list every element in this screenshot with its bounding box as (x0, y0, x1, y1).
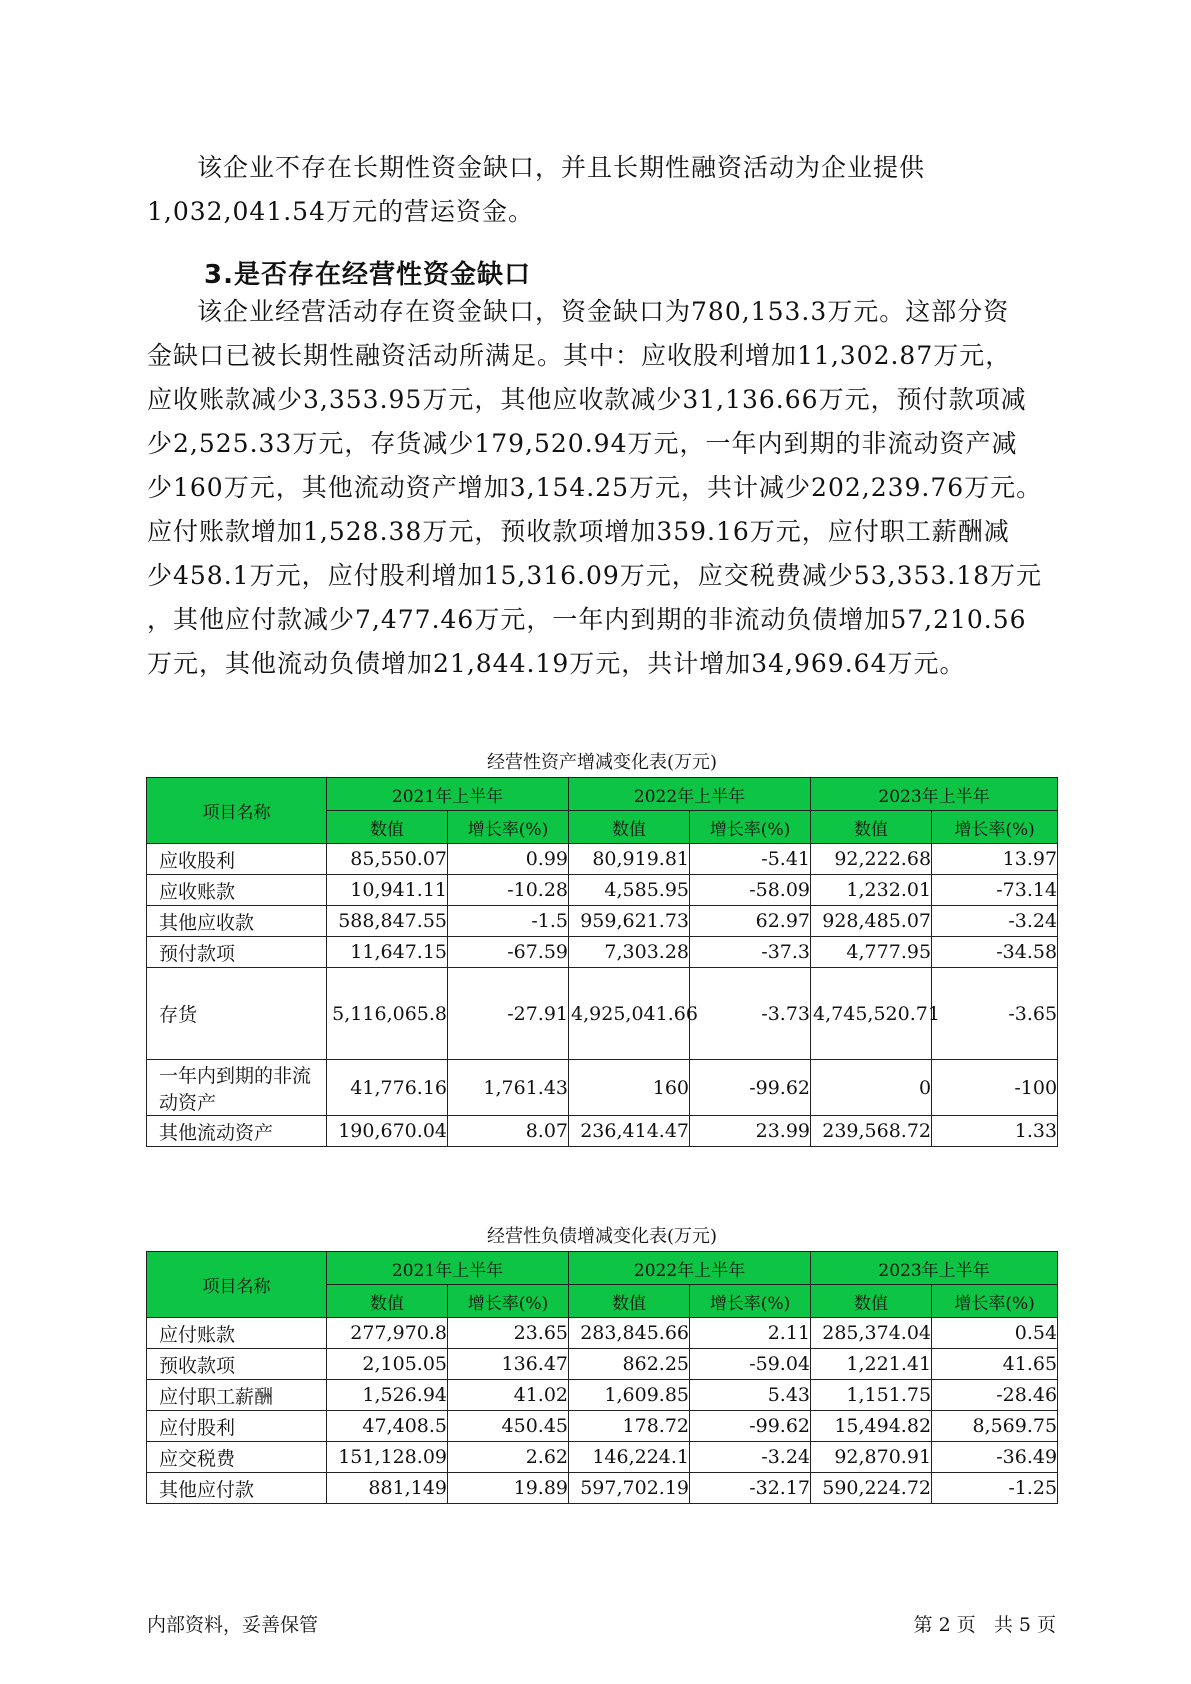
text-line: ，其他应付款减少7,477.46万元，一年内到期的非流动负债增加57,210.56 (147, 605, 1027, 634)
header-growth: 增长率(%) (690, 811, 811, 844)
cell-value: 1,232.01 (811, 875, 932, 906)
text-line: 应付账款增加1,528.38万元，预收款项增加359.16万元，应付职工薪酬减 (147, 517, 1010, 546)
row-item-name: 其他流动资产 (147, 1116, 327, 1147)
cell-growth-rate: -28.46 (932, 1380, 1058, 1411)
liabilities-table-caption: 经营性负债增减变化表(万元) (486, 1226, 718, 1247)
cell-growth-rate: 13.97 (932, 844, 1058, 875)
table-row (147, 1116, 1058, 1147)
cell-value: 590,224.72 (811, 1473, 932, 1504)
row-item-name: 其他应付款 (147, 1473, 327, 1504)
row-item-name: 应收股利 (147, 844, 327, 875)
header-period: 2021年上半年 (327, 1252, 569, 1285)
cell-value: 92,870.91 (811, 1442, 932, 1473)
row-item-name: 一年内到期的非流动资产 (147, 1060, 327, 1116)
header-period: 2023年上半年 (811, 1252, 1058, 1285)
cell-growth-rate: 1.33 (932, 1116, 1058, 1147)
text-line: 该企业经营活动存在资金缺口，资金缺口为780,153.3万元。这部分资 (197, 297, 1010, 326)
cell-value: 15,494.82 (811, 1411, 932, 1442)
cell-value: 85,550.07 (327, 844, 448, 875)
paragraph-operating-gap (147, 290, 1057, 686)
liabilities-change-table (146, 1251, 1058, 1504)
paragraph-long-term-gap (147, 146, 1057, 234)
header-value: 数值 (811, 811, 932, 844)
header-growth: 增长率(%) (690, 1285, 811, 1318)
cell-value: 5,116,065.8 (327, 968, 448, 1060)
row-item-name: 应交税费 (147, 1442, 327, 1473)
cell-value: 178.72 (569, 1411, 690, 1442)
cell-value: 1,526.94 (327, 1380, 448, 1411)
row-item-name: 应付职工薪酬 (147, 1380, 327, 1411)
cell-value: 160 (569, 1060, 690, 1116)
table-row (147, 937, 1058, 968)
header-value: 数值 (811, 1285, 932, 1318)
cell-value: 10,941.11 (327, 875, 448, 906)
cell-growth-rate: 19.89 (448, 1473, 569, 1504)
cell-growth-rate: 23.65 (448, 1318, 569, 1349)
table-row (147, 1473, 1058, 1504)
header-value: 数值 (327, 1285, 448, 1318)
cell-value: 2,105.05 (327, 1349, 448, 1380)
cell-growth-rate: 1,761.43 (448, 1060, 569, 1116)
cell-growth-rate: 62.97 (690, 906, 811, 937)
assets-change-table (146, 777, 1058, 1147)
table-row (147, 1411, 1058, 1442)
table-row (147, 968, 1058, 1060)
text-line: 万元，其他流动负债增加21,844.19万元，共计增加34,969.64万元。 (147, 649, 966, 678)
cell-value: 1,151.75 (811, 1380, 932, 1411)
cell-value: 588,847.55 (327, 906, 448, 937)
cell-value: 4,585.95 (569, 875, 690, 906)
cell-growth-rate: -73.14 (932, 875, 1058, 906)
cell-value: 146,224.1 (569, 1442, 690, 1473)
cell-value: 0 (811, 1060, 932, 1116)
cell-growth-rate: -34.58 (932, 937, 1058, 968)
table-row (147, 1380, 1058, 1411)
footer-page-number: 第 2 页 共 5 页 (913, 1614, 1056, 1636)
cell-value: 283,845.66 (569, 1318, 690, 1349)
header-period: 2023年上半年 (811, 778, 1058, 811)
cell-growth-rate: -100 (932, 1060, 1058, 1116)
table-row (147, 1060, 1058, 1116)
cell-growth-rate: 23.99 (690, 1116, 811, 1147)
cell-value: 47,408.5 (327, 1411, 448, 1442)
cell-growth-rate: 0.99 (448, 844, 569, 875)
cell-growth-rate: 5.43 (690, 1380, 811, 1411)
row-item-name: 其他应收款 (147, 906, 327, 937)
cell-growth-rate: -27.91 (448, 968, 569, 1060)
header-value: 数值 (327, 811, 448, 844)
cell-value: 1,609.85 (569, 1380, 690, 1411)
cell-growth-rate: -10.28 (448, 875, 569, 906)
header-period: 2022年上半年 (569, 778, 811, 811)
header-value: 数值 (569, 811, 690, 844)
cell-value: 80,919.81 (569, 844, 690, 875)
table-row (147, 1349, 1058, 1380)
cell-value: 7,303.28 (569, 937, 690, 968)
header-value: 数值 (569, 1285, 690, 1318)
cell-value: 928,485.07 (811, 906, 932, 937)
cell-value: 862.25 (569, 1349, 690, 1380)
text-line: 该企业不存在长期性资金缺口，并且长期性融资活动为企业提供 (197, 153, 926, 182)
cell-growth-rate: 8.07 (448, 1116, 569, 1147)
cell-value: 285,374.04 (811, 1318, 932, 1349)
text-line: 1,032,041.54万元的营运资金。 (147, 197, 534, 226)
cell-growth-rate: -3.24 (690, 1442, 811, 1473)
cell-value: 92,222.68 (811, 844, 932, 875)
cell-growth-rate: -5.41 (690, 844, 811, 875)
header-growth: 增长率(%) (448, 811, 569, 844)
cell-value: 239,568.72 (811, 1116, 932, 1147)
table-row (147, 875, 1058, 906)
cell-value: 959,621.73 (569, 906, 690, 937)
header-growth: 增长率(%) (932, 811, 1058, 844)
cell-value: 4,925,041.66 (569, 968, 690, 1060)
row-item-name: 应付账款 (147, 1318, 327, 1349)
cell-growth-rate: -32.17 (690, 1473, 811, 1504)
cell-value: 151,128.09 (327, 1442, 448, 1473)
cell-value: 597,702.19 (569, 1473, 690, 1504)
cell-growth-rate: -1.5 (448, 906, 569, 937)
cell-growth-rate: -3.73 (690, 968, 811, 1060)
cell-growth-rate: 2.11 (690, 1318, 811, 1349)
cell-growth-rate: -99.62 (690, 1060, 811, 1116)
row-item-name: 预收款项 (147, 1349, 327, 1380)
cell-growth-rate: 41.02 (448, 1380, 569, 1411)
text-line: 应收账款减少3,353.95万元，其他应收款减少31,136.66万元，预付款项减 (147, 385, 1027, 414)
cell-value: 277,970.8 (327, 1318, 448, 1349)
liabilities-table-body (147, 1318, 1058, 1504)
cell-value: 190,670.04 (327, 1116, 448, 1147)
cell-growth-rate: 41.65 (932, 1349, 1058, 1380)
header-growth: 增长率(%) (448, 1285, 569, 1318)
cell-value: 236,414.47 (569, 1116, 690, 1147)
cell-value: 881,149 (327, 1473, 448, 1504)
cell-growth-rate: 0.54 (932, 1318, 1058, 1349)
cell-growth-rate: -36.49 (932, 1442, 1058, 1473)
text-line: 少458.1万元，应付股利增加15,316.09万元，应交税费减少53,353.18万元 (147, 561, 1043, 590)
cell-value: 4,745,520.71 (811, 968, 932, 1060)
cell-growth-rate: -3.65 (932, 968, 1058, 1060)
text-line: 少160万元，其他流动资产增加3,154.25万元，共计减少202,239.76万元。 (147, 473, 1043, 502)
table-row (147, 1442, 1058, 1473)
row-item-name: 应收账款 (147, 875, 327, 906)
row-item-name: 预付款项 (147, 937, 327, 968)
text-line: 金缺口已被长期性融资活动所满足。其中：应收股利增加11,302.87万元， (147, 341, 1012, 370)
row-item-name: 应付股利 (147, 1411, 327, 1442)
header-period: 2022年上半年 (569, 1252, 811, 1285)
header-item-name: 项目名称 (147, 1252, 327, 1318)
header-period: 2021年上半年 (327, 778, 569, 811)
cell-value: 11,647.15 (327, 937, 448, 968)
assets-table-body (147, 844, 1058, 1147)
cell-value: 41,776.16 (327, 1060, 448, 1116)
cell-growth-rate: -67.59 (448, 937, 569, 968)
cell-growth-rate: -1.25 (932, 1473, 1058, 1504)
row-item-name: 存货 (147, 968, 327, 1060)
header-growth: 增长率(%) (932, 1285, 1058, 1318)
table-row (147, 844, 1058, 875)
cell-growth-rate: -59.04 (690, 1349, 811, 1380)
table-row (147, 1318, 1058, 1349)
table-row (147, 906, 1058, 937)
cell-growth-rate: -99.62 (690, 1411, 811, 1442)
cell-growth-rate: 136.47 (448, 1349, 569, 1380)
cell-growth-rate: 8,569.75 (932, 1411, 1058, 1442)
cell-growth-rate: 450.45 (448, 1411, 569, 1442)
text-line: 少2,525.33万元，存货减少179,520.94万元，一年内到期的非流动资产减 (147, 429, 1018, 458)
section-heading: 3.是否存在经营性资金缺口 (204, 260, 531, 290)
cell-value: 4,777.95 (811, 937, 932, 968)
cell-growth-rate: -3.24 (932, 906, 1058, 937)
cell-value: 1,221.41 (811, 1349, 932, 1380)
assets-table-caption: 经营性资产增减变化表(万元) (486, 752, 718, 773)
cell-growth-rate: -37.3 (690, 937, 811, 968)
cell-growth-rate: -58.09 (690, 875, 811, 906)
cell-growth-rate: 2.62 (448, 1442, 569, 1473)
footer-confidential-note: 内部资料，妥善保管 (147, 1614, 319, 1636)
header-item-name: 项目名称 (147, 778, 327, 844)
